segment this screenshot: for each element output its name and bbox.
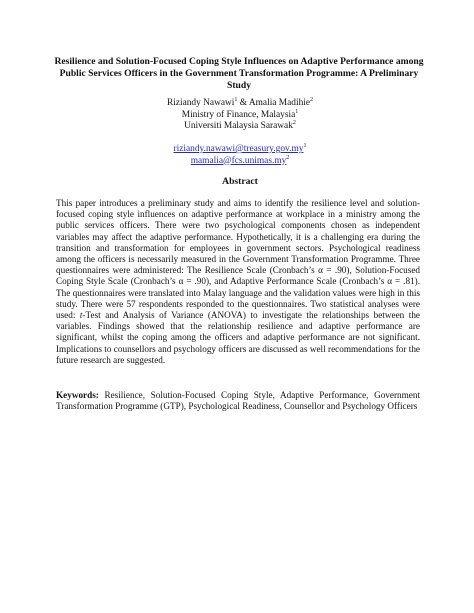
affiliation: Ministry of Finance, Malaysia (181, 109, 296, 120)
abstract-heading: Abstract (222, 176, 258, 187)
keywords-text: Resilience, Solution-Focused Coping Style, Adaptive Performance, Government Transformation Programme (GTP), Psychological Readiness, Counsellor and Psychology Officers (56, 390, 420, 412)
email-line (90, 156, 390, 168)
affiliation-mark: 2 (292, 120, 296, 127)
email-link[interactable]: mamalia@fcs.unimas.my (190, 155, 287, 166)
author-line (90, 98, 390, 110)
affiliation-line (90, 110, 390, 122)
author-name: Riziandy Nawawi (166, 98, 235, 108)
abstract-body (56, 198, 420, 366)
abstract-italic: t (79, 310, 83, 321)
email-block (90, 144, 390, 167)
author-mark: 2 (310, 96, 314, 103)
abstract-text: This paper introduces a preliminary study and aims to identify the resilience level and solution-focused coping style influences on adaptive performance at workplace in a ministry among the public services officers. There were two psychological components chosen as independent variables may affect the adaptive performance. Hypothetically, it is a challenging era during the transition and transformation for employees in government sectors. Psychological readiness among the officers is necessarily measured in the Government Transformation Programme. Three questionnaires were administered: The Resilience Scale (Cronbach’s α = .90), Solution-Focused Coping Style Scale (Cronbach’s α = .90), and Adaptive Performance Scale (Cronbach’s α = .81). The questionnaires were translated into Malay language and the validation values were high in this study. There were 57 respondents responded to the questionnaires. Two statistical analyses were used: (56, 198, 420, 321)
email-mark: 1 (303, 142, 307, 149)
affiliation: Universiti Malaysia Sarawak (184, 121, 293, 132)
keywords-block (56, 390, 420, 412)
email-link[interactable]: riziandy.nawawi@treasury.gov.my (173, 144, 304, 154)
abstract-text: -Test and Analysis of Variance (ANOVA) to investigate the relationships between the variables. Findings showed that the relationship resilience and adaptive performance are significant, whilst the coping among the officers and adaptive performance are not significant. Implications to counsellors and psychology officers are discussed as well recommendations for the future research are suggested. (56, 310, 420, 365)
paper-title: Resilience and Solution-Focused Coping Style Influences on Adaptive Performance among Public Services Officers in the Government Transformation Programme: A Preliminary Study (54, 56, 424, 91)
email-mark: 2 (286, 154, 290, 161)
affiliation-line (90, 121, 390, 133)
email-line (90, 144, 390, 156)
affiliation-mark: 1 (295, 108, 299, 115)
author-mark: 1 (234, 96, 238, 103)
author-separator: & (237, 98, 249, 108)
keywords-label: Keywords: (56, 390, 99, 400)
author-name: Amalia Madihie (248, 98, 311, 108)
author-block (90, 98, 390, 133)
